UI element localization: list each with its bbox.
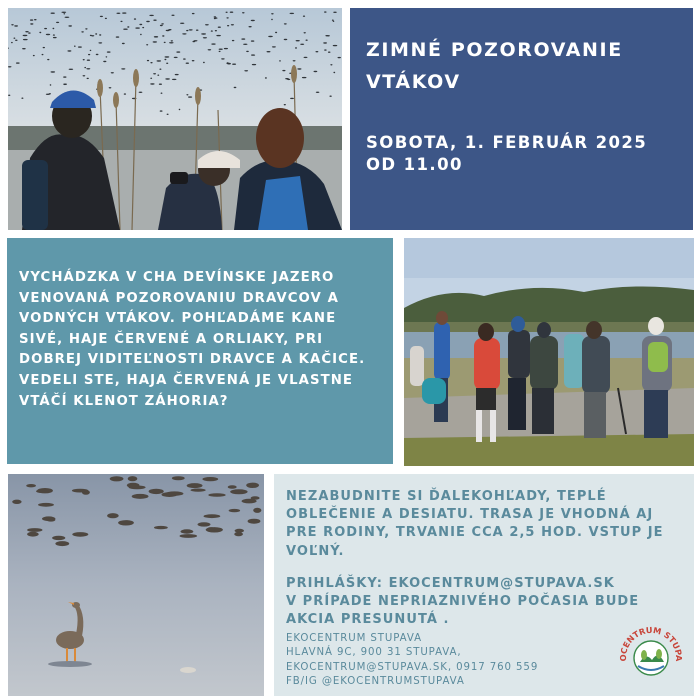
event-description-panel xyxy=(7,238,393,464)
contact-line: EKOCENTRUM@STUPAVA.SK, 0917 760 559 xyxy=(286,661,539,673)
event-date-time: OD 11.00 xyxy=(366,155,463,174)
event-title-panel xyxy=(350,8,693,230)
weather-note: V PRÍPADE NEPRIAZNIVÉHO POČASIA BUDE AKCIA PRESUNUTÁ . xyxy=(286,593,640,627)
event-title: ZIMNÉ POZOROVANIE VTÁKOV xyxy=(366,39,623,93)
photo-birdwatchers-flock xyxy=(8,8,342,230)
event-info-panel xyxy=(274,474,694,696)
event-description: VYCHÁDZKA V CHA DEVÍNSKE JAZERO VENOVANÁ POZOROVANIU DRAVCOV A VODNÝCH VTÁKOV. POHĽADÁME KANE SIVÉ, HAJE ČERVENÉ A ORLIAKY, PRI DOBREJ VIDITEĽNOSTI DRAVCE A KAČICE. VEDELI STE, HAJA ČERVENÁ JE VLASTNE VTÁČÍ KLENOT ZÁHORIA? xyxy=(19,270,366,409)
registration-email: PRIHLÁŠKY: EKOCENTRUM@STUPAVA.SK xyxy=(286,575,615,591)
event-date-day: SOBOTA, 1. FEBRUÁR 2025 xyxy=(366,133,648,152)
registration-block xyxy=(286,575,684,629)
photo-geese-on-water xyxy=(8,474,264,696)
ekocentrum-logo xyxy=(618,622,684,688)
logo-text: OCENTRUM STUPA xyxy=(618,624,684,662)
contact-line: HLAVNÁ 9C, 900 31 STUPAVA, xyxy=(286,647,462,659)
event-date xyxy=(366,132,679,176)
photo-group-hikers xyxy=(404,238,694,466)
contact-line: FB/IG @EKOCENTRUMSTUPAVA xyxy=(286,675,465,687)
contact-block xyxy=(286,632,538,689)
contact-line: EKOCENTRUM STUPAVA xyxy=(286,633,422,644)
event-requirements: NEZABUDNITE SI ĎALEKOHĽADY, TEPLÉ OBLEČENIE A DESIATU. TRASA JE VHODNÁ AJ PRE RODINY, TRVANIE CCA 2,5 HOD. VSTUP JE VOĽNÝ. xyxy=(286,489,664,559)
